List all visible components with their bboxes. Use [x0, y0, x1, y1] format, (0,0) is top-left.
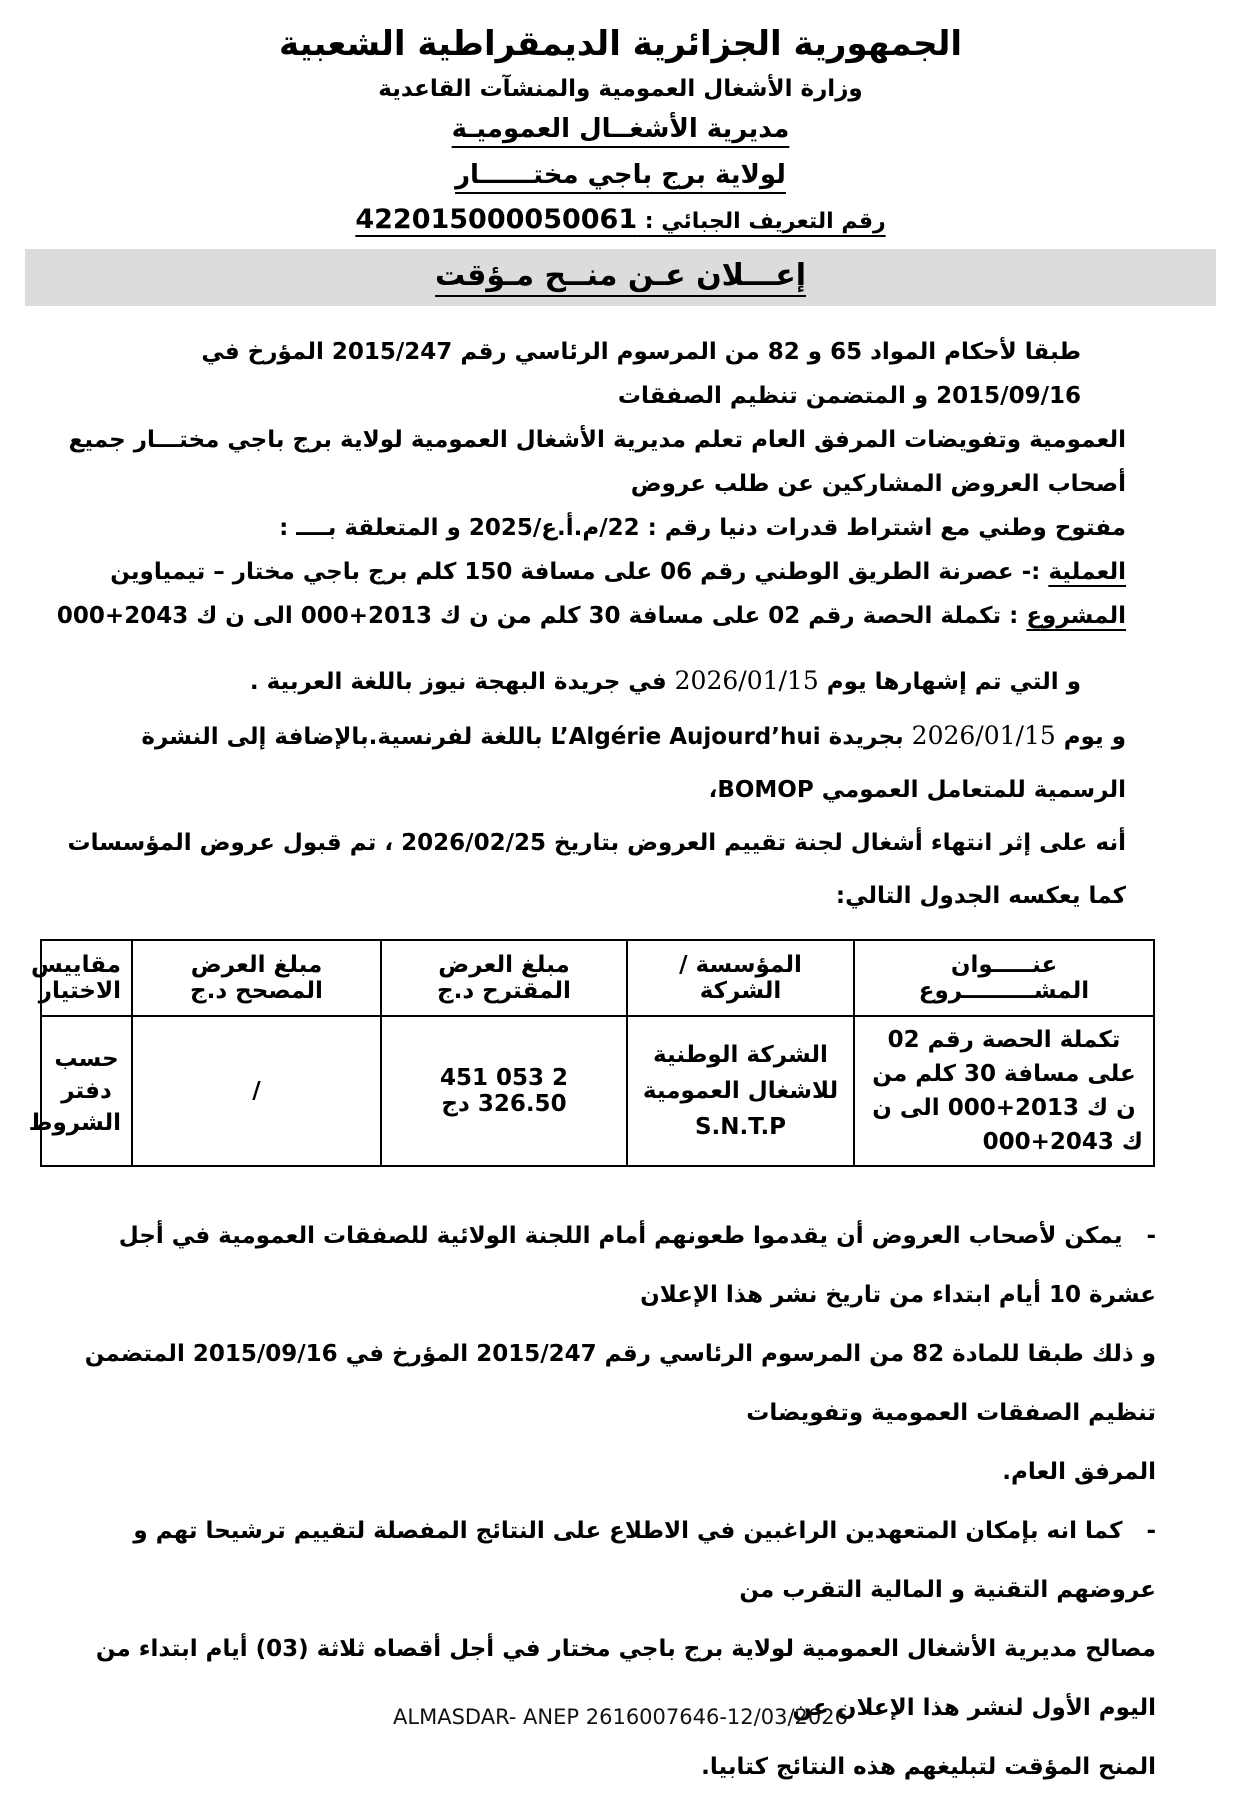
operation-text: عصرنة الطريق الوطني رقم 06 على مسافة 150 كلم برج باجي مختار – تيمياوين: [110, 559, 1014, 585]
publication-french-post: باللغة لفرنسية.بالإضافة إلى النشرة الرسمية للمتعامل العمومي: [141, 724, 1126, 803]
operation-separator: :-: [1013, 559, 1049, 585]
header-selection-criteria: مقاييس الاختيار: [41, 940, 132, 1016]
evaluation-line: [55, 817, 1126, 923]
cell-company: الشركة الوطنية للاشغال العمومية S.N.T.P: [627, 1016, 854, 1166]
intro-line-3: مفتوح وطني مع اشتراط قدرات دنيا رقم : 22/م.أ.ع/2025 و المتعلقة بــــ :: [279, 515, 1126, 541]
tax-id-label: رقم التعريف الجبائي :: [637, 209, 886, 234]
cell-project-title: تكملة الحصة رقم 02 على مسافة 30 كلم من ن ك 2013+000 الى ن ك 2043+000: [854, 1016, 1154, 1166]
note-results-line-1: [55, 1502, 1156, 1620]
publication-arabic-date: 2026/01/15: [674, 666, 819, 695]
header-corrected-amount: مبلغ العرض المصحح د.ج: [132, 940, 381, 1016]
tax-id-number: 422015000050061: [355, 204, 638, 235]
evaluation-post: ، تم قبول عروض المؤسسات كما يعكسه الجدول التالي:: [67, 830, 1126, 909]
header-project-title: عنـــــوان المشـــــــــروع: [854, 940, 1154, 1016]
bullet-dash-1: -: [1146, 1223, 1156, 1249]
note-appeal: [55, 1207, 1156, 1502]
project-label: المشروع: [1026, 603, 1126, 629]
note-appeal-line-2: و ذلك طبقا للمادة 82 من المرسوم الرئاسي رقم 2015/247 المؤرخ في 2015/09/16 المتضمن تنظيم الصفقات العمومية وتفويضات: [84, 1341, 1156, 1426]
intro-line-1: طبقا لأحكام المواد 65 و 82 من المرسوم الرئاسي رقم 2015/247 المؤرخ في 2015/09/16 و المتضمن تنظيم الصفقات: [201, 339, 1081, 409]
note-appeal-line-1: [55, 1207, 1156, 1325]
evaluation-date: 2026/02/25: [401, 830, 546, 856]
publication-french-end: ،: [708, 777, 718, 803]
award-table-row: [41, 1016, 1154, 1166]
note-results-line-3: المنح المؤقت لتبليغهم هذه النتائج كتابيا.: [701, 1754, 1156, 1780]
header-proposed-amount: مبلغ العرض المقترح د.ج: [381, 940, 627, 1016]
note-appeal-text-1: يمكن لأصحاب العروض أن يقدموا طعونهم أمام اللجنة الولائية للصفقات العمومية في أجل عشرة 10 أيام ابتداء من تاريخ نشر هذا الإعلان: [118, 1223, 1156, 1308]
bullet-dash-2: -: [1146, 1518, 1156, 1544]
operation-line: [55, 550, 1126, 594]
publication-arabic-post: في جريدة البهجة نيوز باللغة العربية .: [249, 669, 675, 695]
directorate-title: مديرية الأشغــال العموميـة: [451, 114, 790, 144]
award-table: [28, 939, 1155, 1167]
cell-proposed-amount: 2 053 451 326.50 دج: [381, 1016, 627, 1166]
publication-french-line: [55, 709, 1126, 817]
intro-section: [55, 330, 1186, 923]
publication-french-pre: و يوم: [1055, 724, 1126, 750]
cell-selection-criteria: حسب دفتر الشروط: [41, 1016, 132, 1166]
announcement-title-banner: [25, 249, 1216, 306]
header-company: المؤسسة / الشركة: [627, 940, 854, 1016]
note-appeal-line-3: المرفق العام.: [1002, 1459, 1156, 1485]
publication-french-mid: بجريدة: [820, 724, 912, 750]
project-separator: :: [1001, 603, 1027, 629]
tax-id-line: [0, 204, 1241, 235]
wilaya-title: لولاية برج باجي مختــــــار: [455, 160, 786, 190]
note-results-line-2: مصالح مديرية الأشغال العمومية لولاية برج باجي مختار في أجل أقصاه ثلاثة (03) أيام ابتداء من اليوم الأول لنشر هذا الإعلان عن: [95, 1636, 1156, 1721]
bomop-name: BOMOP: [717, 777, 814, 803]
document-header: [0, 0, 1241, 235]
note-results-text-1: كما انه بإمكان المتعهدين الراغبين في الاطلاع على النتائج المفصلة لتقييم ترشيحا تهم و عروضهم التقنية و المالية التقرب من: [133, 1518, 1156, 1603]
republic-title: الجمهورية الجزائرية الديمقراطية الشعبية: [279, 24, 962, 64]
ministry-title: وزارة الأشغال العمومية والمنشآت القاعدية: [378, 76, 863, 102]
operation-label: العملية: [1048, 559, 1126, 585]
anep-footer: ALMASDAR- ANEP 2616007646-12/03/2026: [393, 1705, 848, 1729]
intro-line-2: العمومية وتفويضات المرفق العام تعلم مديرية الأشغال العمومية لولاية برج باجي مختـــار جميع أصحاب العروض المشاركين عن طلب عروض: [68, 427, 1126, 497]
award-table-header-row: [41, 940, 1154, 1016]
publication-arabic-line: [55, 654, 1126, 709]
project-line: [55, 594, 1126, 638]
publication-arabic-pre: و التي تم إشهارها يوم: [818, 669, 1081, 695]
newspaper-name: L’Algérie Aujourd’hui: [550, 724, 821, 750]
publication-section: [55, 654, 1126, 923]
cell-corrected-amount: /: [132, 1016, 381, 1166]
project-text: تكملة الحصة رقم 02 على مسافة 30 كلم من ن ك 2013+000 الى ن ك 2043+000: [56, 603, 1002, 629]
publication-french-date: 2026/01/15: [911, 721, 1056, 750]
announcement-title: إعـــلان عـن منــح مـؤقت: [435, 258, 806, 293]
note-results: [55, 1502, 1156, 1797]
evaluation-pre: أنه على إثر انتهاء أشغال لجنة تقييم العروض بتاريخ: [545, 830, 1126, 856]
